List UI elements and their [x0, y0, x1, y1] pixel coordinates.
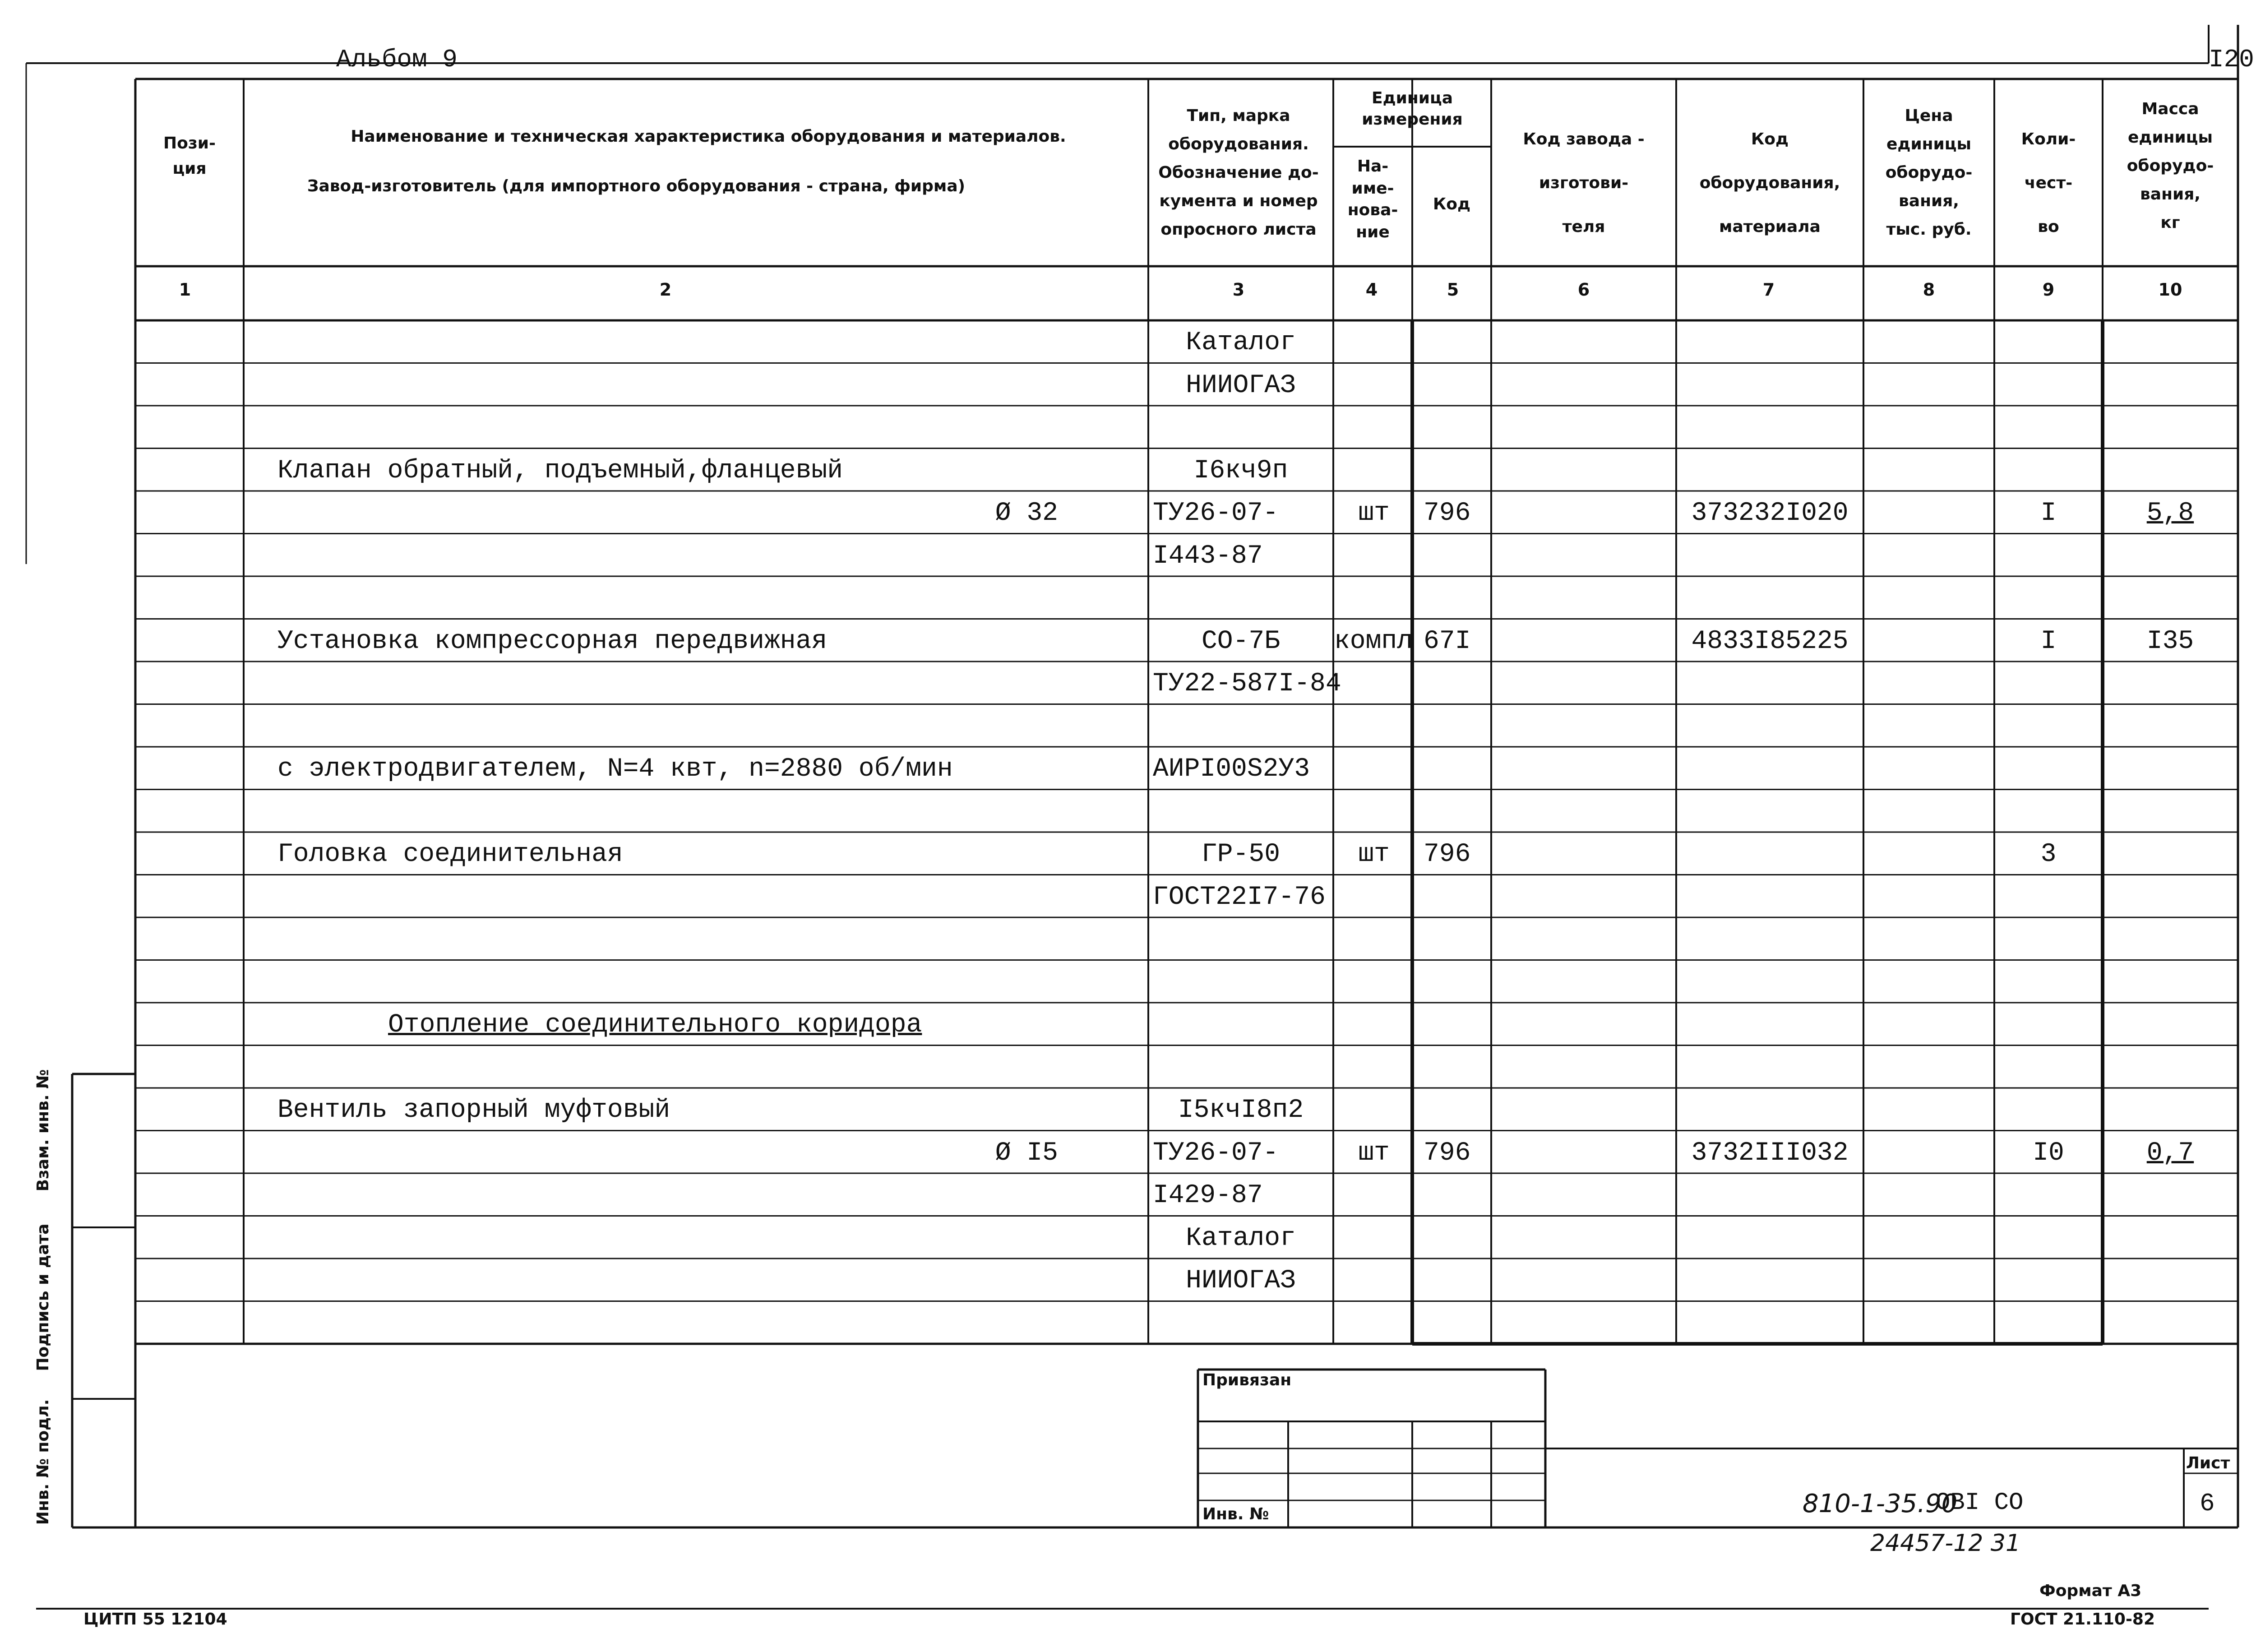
- table-cell-type: НИИОГАЗ: [1186, 1266, 1296, 1296]
- side-label-signature-date: Подпись и дата: [34, 1223, 52, 1371]
- table-cell-unit: шт: [1358, 1138, 1390, 1168]
- table-cell-qty: I: [2040, 626, 2057, 656]
- archive-number: 24457-12 31: [1870, 1530, 2021, 1557]
- table-cell-code: 796: [1424, 1138, 1471, 1168]
- stamp-bound-label: Привязан: [1202, 1371, 1292, 1389]
- table-cell-name: Вентиль запорный муфтовый: [277, 1096, 670, 1125]
- table-cell-type: I5кчI8п2: [1178, 1096, 1304, 1125]
- table-cell-qty: I: [2040, 499, 2057, 528]
- table-cell-unit: шт: [1358, 499, 1390, 528]
- table-cell-name: Отопление соединительного коридора: [388, 1010, 922, 1040]
- table-cell-name: Установка компрессорная передвижная: [277, 626, 828, 656]
- footer-gost: ГОСТ 21.110-82: [2010, 1610, 2155, 1629]
- header-plant: Завод-изготовитель (для импортного оборудования - страна, фирма): [307, 177, 966, 195]
- table-cell-size: Ø 32: [995, 499, 1058, 528]
- header-position: Пози- ция: [163, 134, 216, 178]
- table-cell-code: 67I: [1424, 626, 1471, 656]
- table-cell-type: I443-87: [1153, 541, 1263, 571]
- footer-format: Формат А3: [2039, 1582, 2142, 1600]
- table-cell-equip: 373232I020: [1691, 499, 1849, 528]
- table-cell-type: ТУ22-587I-84: [1153, 669, 1341, 699]
- header-unit-code: Код: [1433, 195, 1471, 213]
- table-cell-qty: I0: [2033, 1138, 2064, 1168]
- column-number: 6: [1577, 280, 1590, 300]
- column-number: 1: [179, 280, 191, 300]
- header-mass: Масса единицы оборудо- вания, кг: [2127, 100, 2214, 232]
- column-number: 4: [1365, 280, 1378, 300]
- footer-left-code: ЦИТП 55 12104: [83, 1610, 227, 1629]
- table-cell-name: Клапан обратный, подъемный,фланцевый: [277, 456, 843, 486]
- side-label-replace-inv: Взам. инв. №: [34, 1069, 52, 1192]
- table-cell-unit: компл: [1334, 626, 1413, 656]
- table-cell-type: ГР-50: [1201, 840, 1281, 869]
- sheet-label: Лист: [2186, 1454, 2230, 1472]
- table-cell-equip: 3732III032: [1691, 1138, 1849, 1168]
- table-cell-type: НИИОГАЗ: [1186, 370, 1296, 400]
- table-cell-type: Каталог: [1186, 1223, 1296, 1253]
- header-equip-code: Код оборудования, материала: [1699, 130, 1840, 236]
- album-title: Альбом 9: [336, 45, 458, 74]
- table-cell-equip: 4833I85225: [1691, 626, 1849, 656]
- header-type: Тип, марка оборудования. Обозначение до- кумента и номер опросного листа: [1158, 106, 1319, 239]
- column-number: 10: [2158, 280, 2182, 300]
- table-cell-type: ТУ26-07-: [1153, 499, 1279, 528]
- table-cell-name: Головка соединительная: [277, 840, 623, 869]
- column-number: 2: [659, 280, 672, 300]
- column-number: 5: [1447, 280, 1459, 300]
- table-cell-type: Каталог: [1186, 328, 1296, 357]
- document-number: 810-1-35.90: [1803, 1489, 1958, 1518]
- table-cell-code: 796: [1424, 499, 1471, 528]
- table-cell-size: Ø I5: [995, 1138, 1058, 1168]
- table-cell-mass: 0,7: [2146, 1138, 2194, 1168]
- table-cell-type: I429-87: [1153, 1181, 1263, 1210]
- table-cell-type: ТУ26-07-: [1153, 1138, 1279, 1168]
- table-cell-type: I6кч9п: [1193, 456, 1288, 486]
- header-price: Цена единицы оборудо- вания, тыс. руб.: [1885, 106, 1973, 239]
- column-number: 9: [2042, 280, 2055, 300]
- table-cell-type: ГОСТ22I7-76: [1153, 882, 1326, 912]
- column-number: 3: [1232, 280, 1245, 300]
- column-number: 8: [1923, 280, 1935, 300]
- table-cell-mass: 5,8: [2146, 499, 2194, 528]
- header-plant-code: Код завода - изготови- теля: [1523, 130, 1645, 236]
- table-cell-code: 796: [1424, 840, 1471, 869]
- header-unit-name: На- име- нова- ние: [1347, 157, 1398, 241]
- side-label-orig-inv: Инв. № подл.: [34, 1399, 52, 1525]
- sheet-number: 6: [2200, 1489, 2215, 1518]
- header-qty: Коли- чест- во: [2021, 130, 2076, 236]
- table-cell-unit: шт: [1358, 840, 1390, 869]
- document-suffix: OBI CO: [1936, 1489, 2024, 1517]
- table-cell-qty: 3: [2040, 840, 2057, 869]
- table-cell-name: с электродвигателем, N=4 квт, n=2880 об/мин: [277, 754, 953, 784]
- table-cell-type: АИРI00S2У3: [1153, 754, 1310, 784]
- stamp-inv-label: Инв. №: [1202, 1505, 1269, 1523]
- table-cell-type: СО-7Б: [1201, 626, 1281, 656]
- column-number: 7: [1762, 280, 1775, 300]
- sheet-corner-number: I20: [2209, 45, 2254, 74]
- header-unit: Единица измерения: [1362, 89, 1463, 129]
- table-cell-mass: I35: [2146, 626, 2194, 656]
- header-name: Наименование и техническая характеристика оборудования и материалов.: [351, 127, 1066, 146]
